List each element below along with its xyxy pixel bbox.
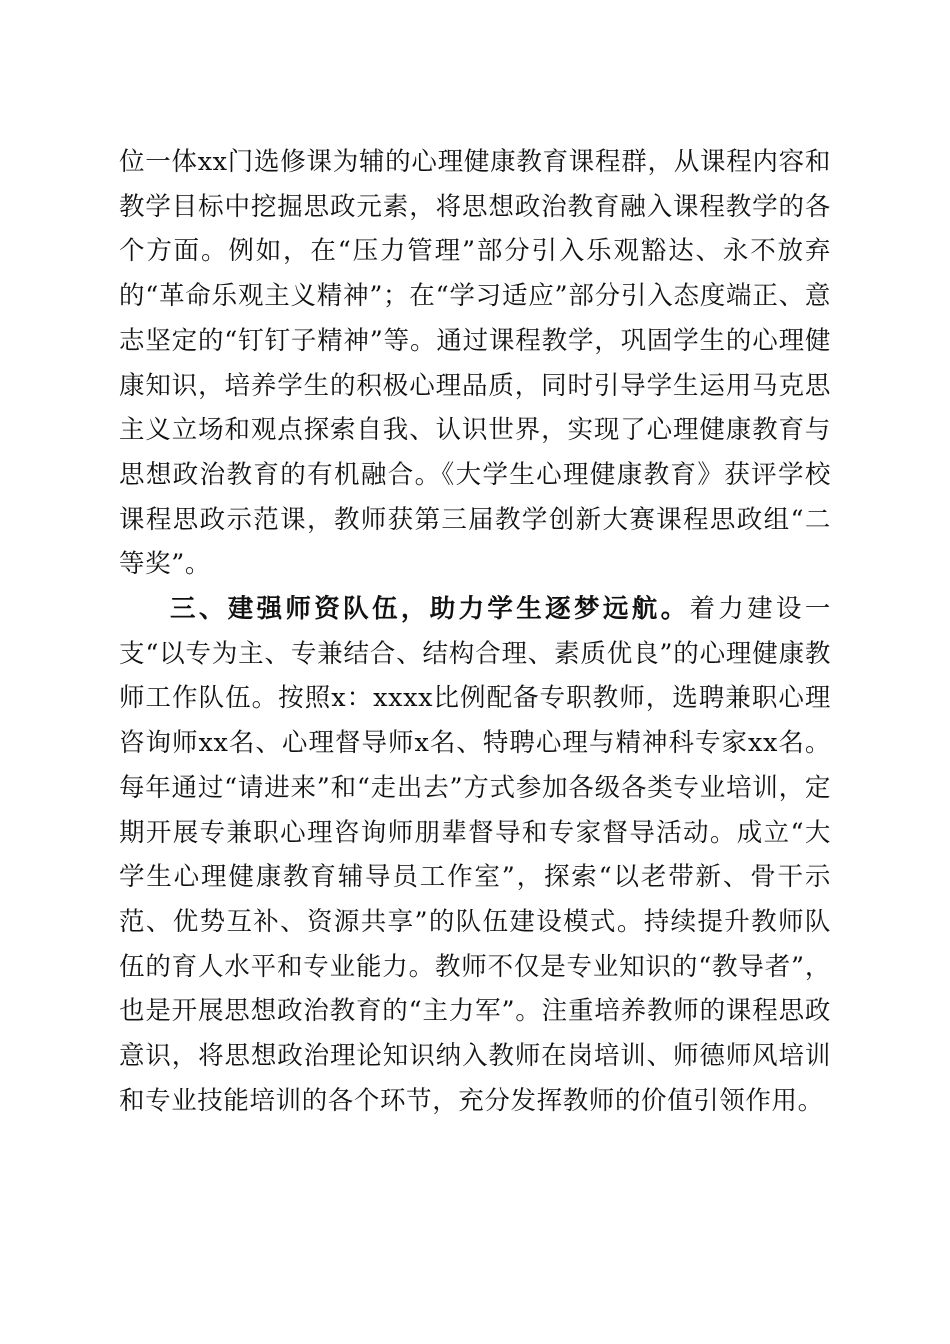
document-body	[119, 140, 831, 1123]
paragraph-section-three	[119, 587, 831, 1123]
paragraph-continued: 位一体xx门选修课为辅的心理健康教育课程群，从课程内容和教学目标中挖掘思政元素，将思想政治教育融入课程教学的各个方面。例如，在“压力管理”部分引入乐观豁达、永不放弃的“革命乐观主义精神”；在“学习适应”部分引入态度端正、意志坚定的“钉钉子精神”等。通过课程教学，巩固学生的心理健康知识，培养学生的积极心理品质，同时引导学生运用马克思主义立场和观点探索自我、认识世界，实现了心理健康教育与思想政治教育的有机融合。《大学生心理健康教育》获评学校课程思政示范课，教师获第三届教学创新大赛课程思政组“二等奖”。	[119, 147, 831, 580]
section-three-body: 着力建设一支“以专为主、专兼结合、结构合理、素质优良”的心理健康教师工作队伍。按照x：xxxx比例配备专职教师，选聘兼职心理咨询师xx名、心理督导师x名、特聘心理与精神科专家xx名。每年通过“请进来”和“走出去”方式参加各级各类专业培训，定期开展专兼职心理咨询师朋辈督导和专家督导活动。成立“大学生心理健康教育辅导员工作室”，探索“以老带新、骨干示范、优势互补、资源共享”的队伍建设模式。持续提升教师队伍的育人水平和专业能力。教师不仅是专业知识的“教导者”，也是开展思想政治教育的“主力军”。注重培养教师的课程思政意识，将思想政治理论知识纳入教师在岗培训、师德师风培训和专业技能培训的各个环节，充分发挥教师的价值引领作用。	[119, 594, 831, 1116]
section-three-heading: 三、建强师资队伍，助力学生逐梦远航。	[170, 594, 690, 625]
